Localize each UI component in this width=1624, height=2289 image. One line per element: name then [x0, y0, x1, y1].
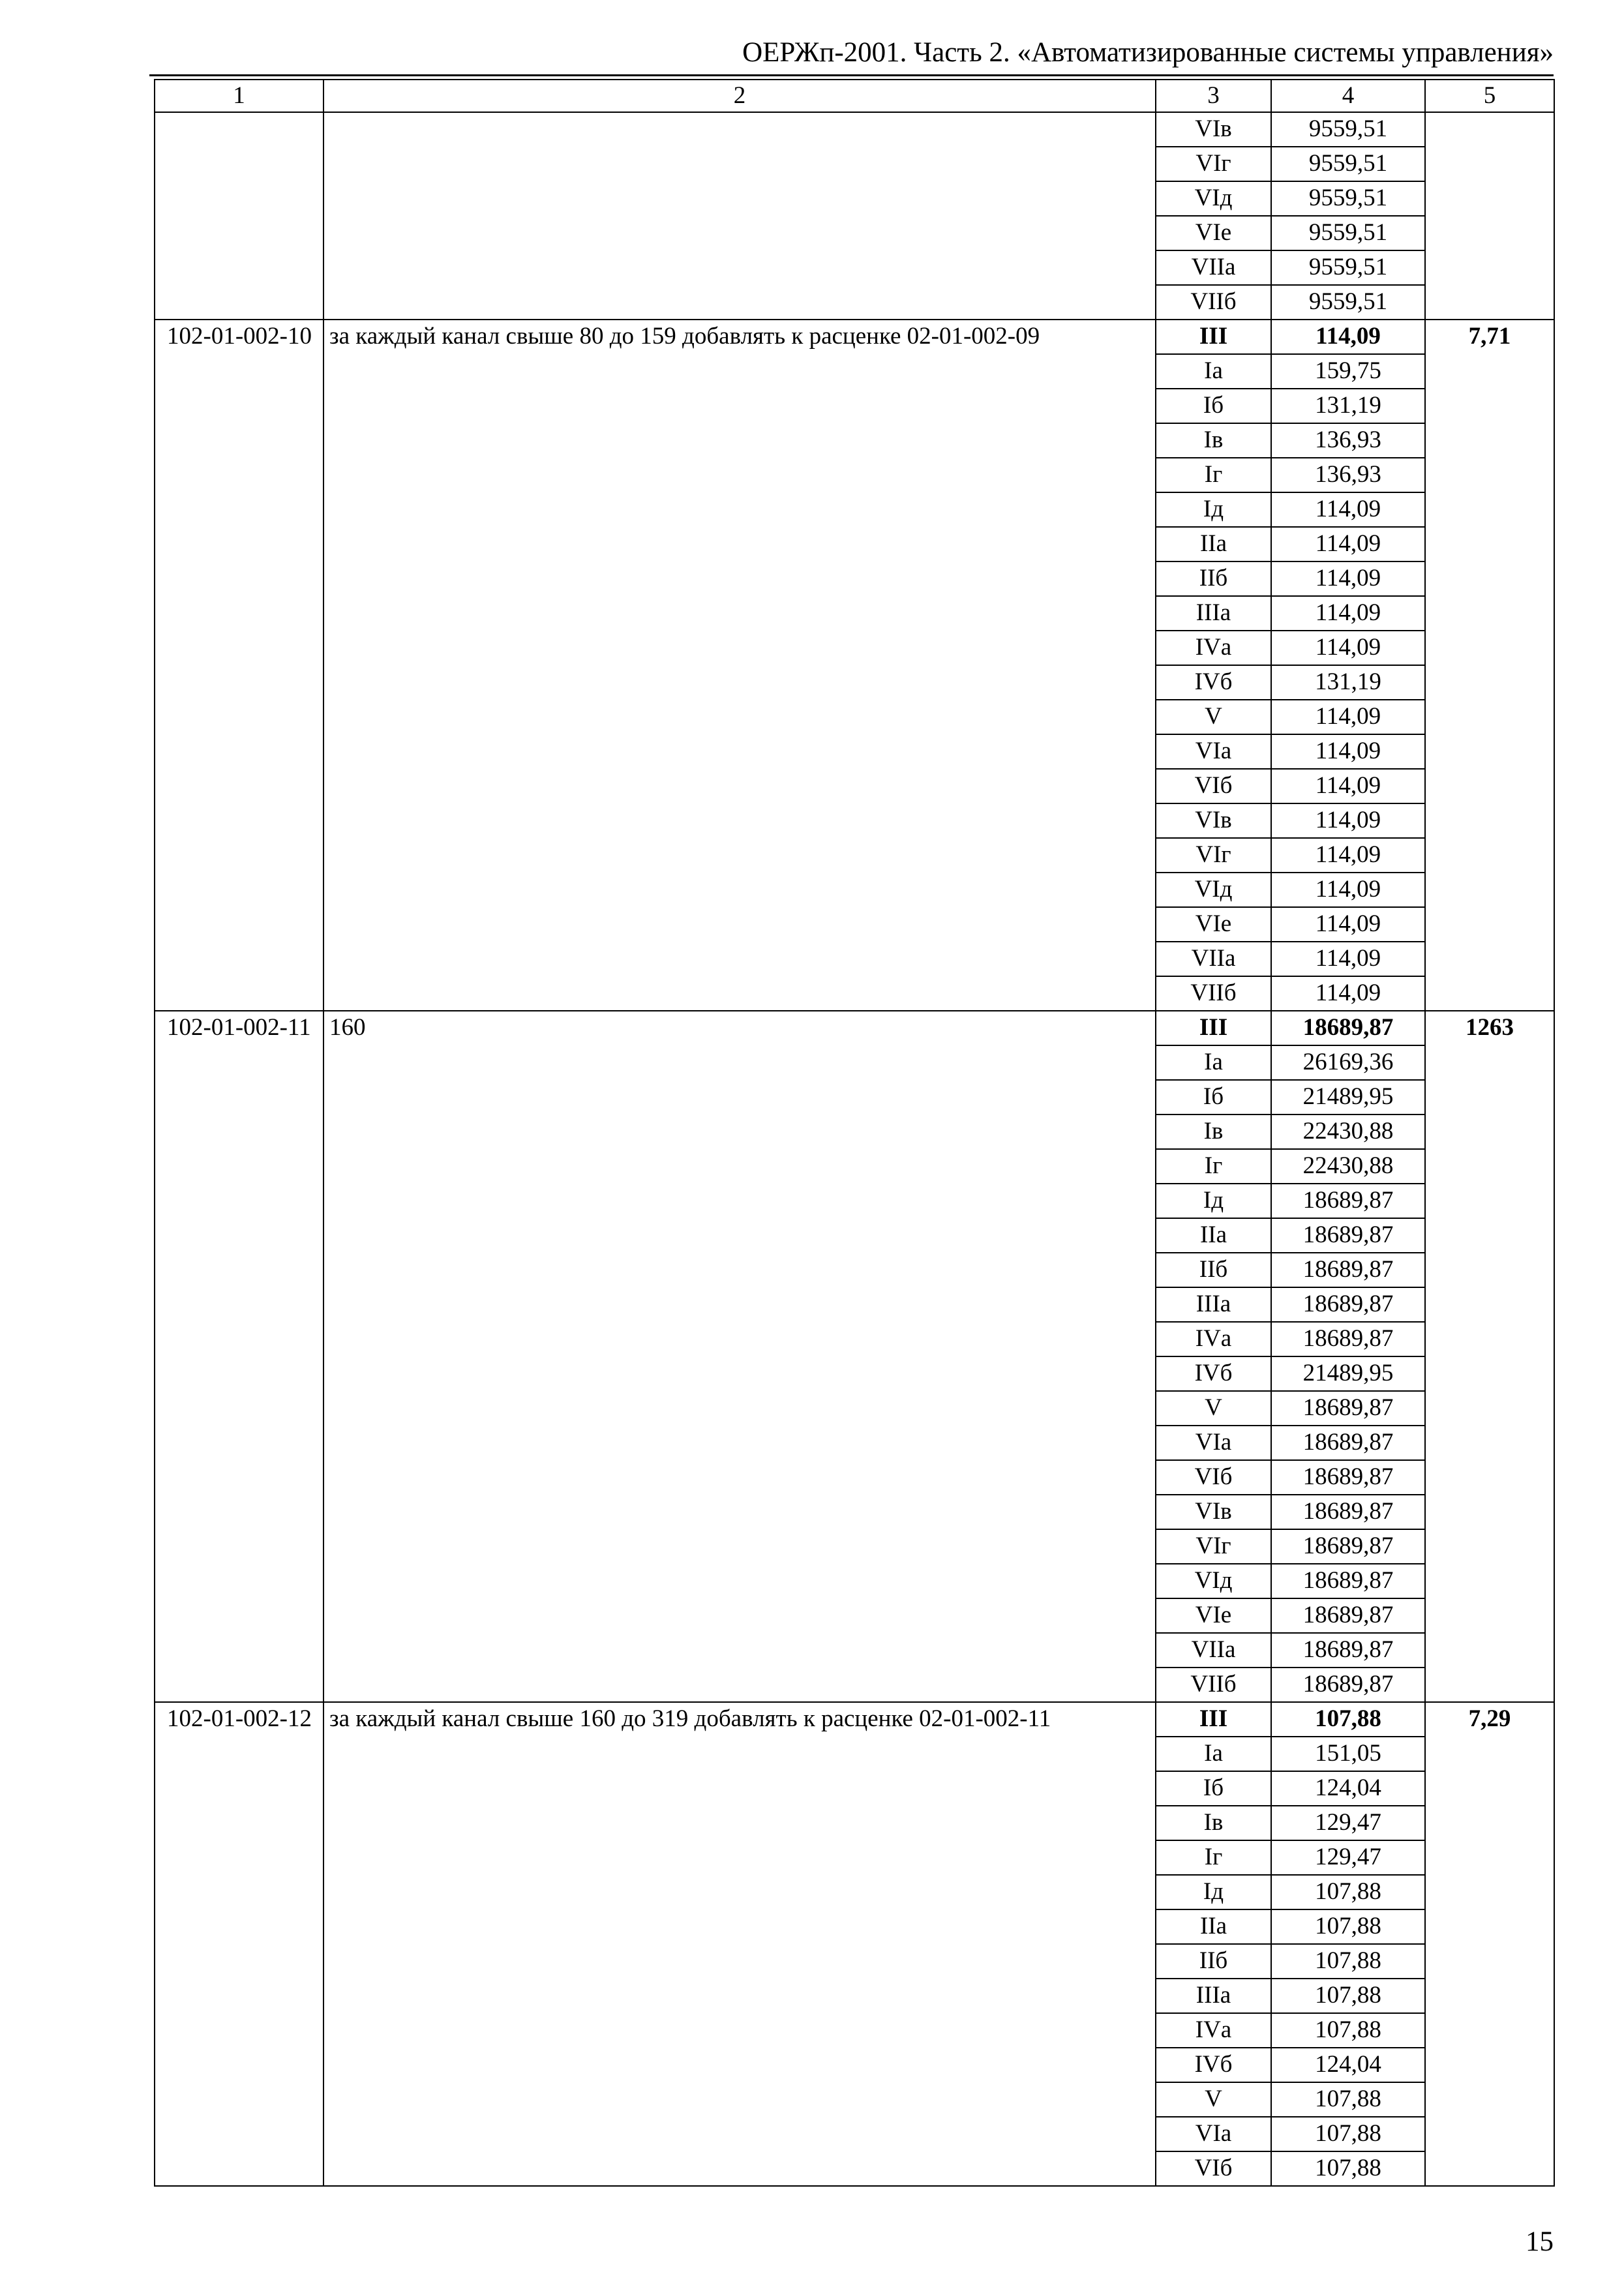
price-cell: 151,05: [1271, 1737, 1425, 1771]
column-header: 5: [1425, 80, 1554, 112]
zone-cell: Iв: [1156, 1115, 1271, 1149]
zone-cell: Iа: [1156, 1045, 1271, 1080]
rate-description: за каждый канал свыше 160 до 319 добавлять к расценке 02-01-002-11: [323, 1702, 1156, 2186]
price-cell: 114,09: [1271, 873, 1425, 907]
table-row: [155, 320, 1554, 354]
zone-cell: Iб: [1156, 1080, 1271, 1115]
price-cell: 136,93: [1271, 423, 1425, 458]
price-cell: 22430,88: [1271, 1149, 1425, 1184]
price-cell: 107,88: [1271, 2151, 1425, 2186]
rate-description: за каждый канал свыше 80 до 159 добавлять к расценке 02-01-002-09: [323, 320, 1156, 1011]
zone-cell: IVб: [1156, 665, 1271, 700]
price-cell: 114,09: [1271, 596, 1425, 631]
zone-cell: IVа: [1156, 631, 1271, 665]
price-cell: 18689,87: [1271, 1426, 1425, 1460]
zone-cell: IIб: [1156, 1944, 1271, 1979]
price-cell: 9559,51: [1271, 112, 1425, 147]
table-body: [155, 112, 1554, 2186]
zone-cell: VIд: [1156, 181, 1271, 216]
zone-cell: Iд: [1156, 1184, 1271, 1218]
price-cell: 114,09: [1271, 700, 1425, 734]
rate-code: [155, 112, 323, 320]
header-rule: [149, 74, 1554, 76]
price-cell: 124,04: [1271, 1771, 1425, 1806]
price-cell: 18689,87: [1271, 1287, 1425, 1322]
labor-cell: 1263: [1425, 1011, 1554, 1702]
price-cell: 21489,95: [1271, 1080, 1425, 1115]
zone-cell: III: [1156, 1011, 1271, 1045]
rate-code: 102-01-002-11: [155, 1011, 323, 1702]
price-cell: 18689,87: [1271, 1184, 1425, 1218]
zone-cell: IIа: [1156, 1909, 1271, 1944]
price-cell: 18689,87: [1271, 1564, 1425, 1598]
price-cell: 114,09: [1271, 561, 1425, 596]
price-cell: 136,93: [1271, 458, 1425, 492]
zone-cell: IVа: [1156, 1322, 1271, 1356]
zone-cell: Iд: [1156, 492, 1271, 527]
rates-table: [154, 79, 1555, 2187]
zone-cell: VIIа: [1156, 1633, 1271, 1668]
price-cell: 9559,51: [1271, 181, 1425, 216]
zone-cell: VIв: [1156, 1495, 1271, 1529]
table-header-row: [155, 80, 1554, 112]
zone-cell: VIе: [1156, 1598, 1271, 1633]
document-header: ОЕРЖп-2001. Часть 2. «Автоматизированные системы управления»: [742, 37, 1554, 68]
price-cell: 21489,95: [1271, 1356, 1425, 1391]
price-cell: 9559,51: [1271, 285, 1425, 320]
labor-cell: [1425, 112, 1554, 320]
zone-cell: VIб: [1156, 1460, 1271, 1495]
zone-cell: VIд: [1156, 873, 1271, 907]
price-cell: 18689,87: [1271, 1218, 1425, 1253]
zone-cell: Iд: [1156, 1875, 1271, 1909]
price-cell: 22430,88: [1271, 1115, 1425, 1149]
zone-cell: IIIа: [1156, 596, 1271, 631]
zone-cell: IIа: [1156, 1218, 1271, 1253]
price-cell: 131,19: [1271, 389, 1425, 423]
zone-cell: Iг: [1156, 1149, 1271, 1184]
zone-cell: VIб: [1156, 769, 1271, 803]
zone-cell: VIа: [1156, 1426, 1271, 1460]
zone-cell: VIб: [1156, 2151, 1271, 2186]
zone-cell: Iа: [1156, 1737, 1271, 1771]
price-cell: 159,75: [1271, 354, 1425, 389]
price-cell: 114,09: [1271, 734, 1425, 769]
zone-cell: IIб: [1156, 1253, 1271, 1287]
zone-cell: IIа: [1156, 527, 1271, 561]
zone-cell: IVб: [1156, 1356, 1271, 1391]
price-cell: 107,88: [1271, 1875, 1425, 1909]
rate-description: [323, 112, 1156, 320]
zone-cell: Iг: [1156, 458, 1271, 492]
zone-cell: VIе: [1156, 216, 1271, 250]
zone-cell: Iг: [1156, 1840, 1271, 1875]
price-cell: 18689,87: [1271, 1495, 1425, 1529]
price-cell: 114,09: [1271, 838, 1425, 873]
price-cell: 114,09: [1271, 942, 1425, 976]
price-cell: 131,19: [1271, 665, 1425, 700]
zone-cell: VIв: [1156, 803, 1271, 838]
price-cell: 114,09: [1271, 492, 1425, 527]
page-number: 15: [1526, 2226, 1554, 2257]
price-cell: 114,09: [1271, 631, 1425, 665]
price-cell: 107,88: [1271, 2117, 1425, 2151]
price-cell: 107,88: [1271, 2082, 1425, 2117]
price-cell: 114,09: [1271, 976, 1425, 1011]
labor-cell: 7,29: [1425, 1702, 1554, 2186]
zone-cell: V: [1156, 2082, 1271, 2117]
price-cell: 107,88: [1271, 1944, 1425, 1979]
zone-cell: VIIб: [1156, 285, 1271, 320]
price-cell: 114,09: [1271, 320, 1425, 354]
price-cell: 124,04: [1271, 2048, 1425, 2082]
zone-cell: VIг: [1156, 1529, 1271, 1564]
zone-cell: IVб: [1156, 2048, 1271, 2082]
price-cell: 107,88: [1271, 1909, 1425, 1944]
zone-cell: VIа: [1156, 2117, 1271, 2151]
price-cell: 18689,87: [1271, 1633, 1425, 1668]
zone-cell: IIIа: [1156, 1979, 1271, 2013]
price-cell: 9559,51: [1271, 250, 1425, 285]
zone-cell: VIIб: [1156, 1668, 1271, 1702]
zone-cell: V: [1156, 700, 1271, 734]
rate-code: 102-01-002-12: [155, 1702, 323, 2186]
price-cell: 9559,51: [1271, 216, 1425, 250]
price-cell: 18689,87: [1271, 1322, 1425, 1356]
price-cell: 18689,87: [1271, 1460, 1425, 1495]
price-cell: 129,47: [1271, 1840, 1425, 1875]
zone-cell: Iб: [1156, 389, 1271, 423]
column-header: 2: [323, 80, 1156, 112]
zone-cell: Iв: [1156, 423, 1271, 458]
zone-cell: III: [1156, 1702, 1271, 1737]
price-cell: 107,88: [1271, 1979, 1425, 2013]
zone-cell: Iа: [1156, 354, 1271, 389]
zone-cell: VIв: [1156, 112, 1271, 147]
column-header: 3: [1156, 80, 1271, 112]
price-cell: 107,88: [1271, 1702, 1425, 1737]
price-cell: 18689,87: [1271, 1391, 1425, 1426]
zone-cell: VIд: [1156, 1564, 1271, 1598]
rate-code: 102-01-002-10: [155, 320, 323, 1011]
price-cell: 114,09: [1271, 527, 1425, 561]
price-cell: 18689,87: [1271, 1253, 1425, 1287]
price-cell: 114,09: [1271, 769, 1425, 803]
zone-cell: V: [1156, 1391, 1271, 1426]
price-cell: 26169,36: [1271, 1045, 1425, 1080]
price-cell: 18689,87: [1271, 1598, 1425, 1633]
zone-cell: IVа: [1156, 2013, 1271, 2048]
zone-cell: VIIб: [1156, 976, 1271, 1011]
zone-cell: IIIа: [1156, 1287, 1271, 1322]
price-cell: 18689,87: [1271, 1011, 1425, 1045]
zone-cell: Iв: [1156, 1806, 1271, 1840]
price-cell: 114,09: [1271, 907, 1425, 942]
price-cell: 129,47: [1271, 1806, 1425, 1840]
zone-cell: VIг: [1156, 838, 1271, 873]
labor-cell: 7,71: [1425, 320, 1554, 1011]
zone-cell: IIб: [1156, 561, 1271, 596]
price-cell: 18689,87: [1271, 1668, 1425, 1702]
zone-cell: VIе: [1156, 907, 1271, 942]
column-header: 4: [1271, 80, 1425, 112]
price-cell: 107,88: [1271, 2013, 1425, 2048]
rate-description: 160: [323, 1011, 1156, 1702]
table-row: [155, 1011, 1554, 1045]
zone-cell: VIг: [1156, 147, 1271, 181]
zone-cell: VIIа: [1156, 250, 1271, 285]
price-cell: 18689,87: [1271, 1529, 1425, 1564]
column-header: 1: [155, 80, 323, 112]
price-cell: 114,09: [1271, 803, 1425, 838]
zone-cell: Iб: [1156, 1771, 1271, 1806]
zone-cell: VIIа: [1156, 942, 1271, 976]
table-row: [155, 1702, 1554, 1737]
zone-cell: VIа: [1156, 734, 1271, 769]
price-cell: 9559,51: [1271, 147, 1425, 181]
zone-cell: III: [1156, 320, 1271, 354]
table-row: [155, 112, 1554, 147]
